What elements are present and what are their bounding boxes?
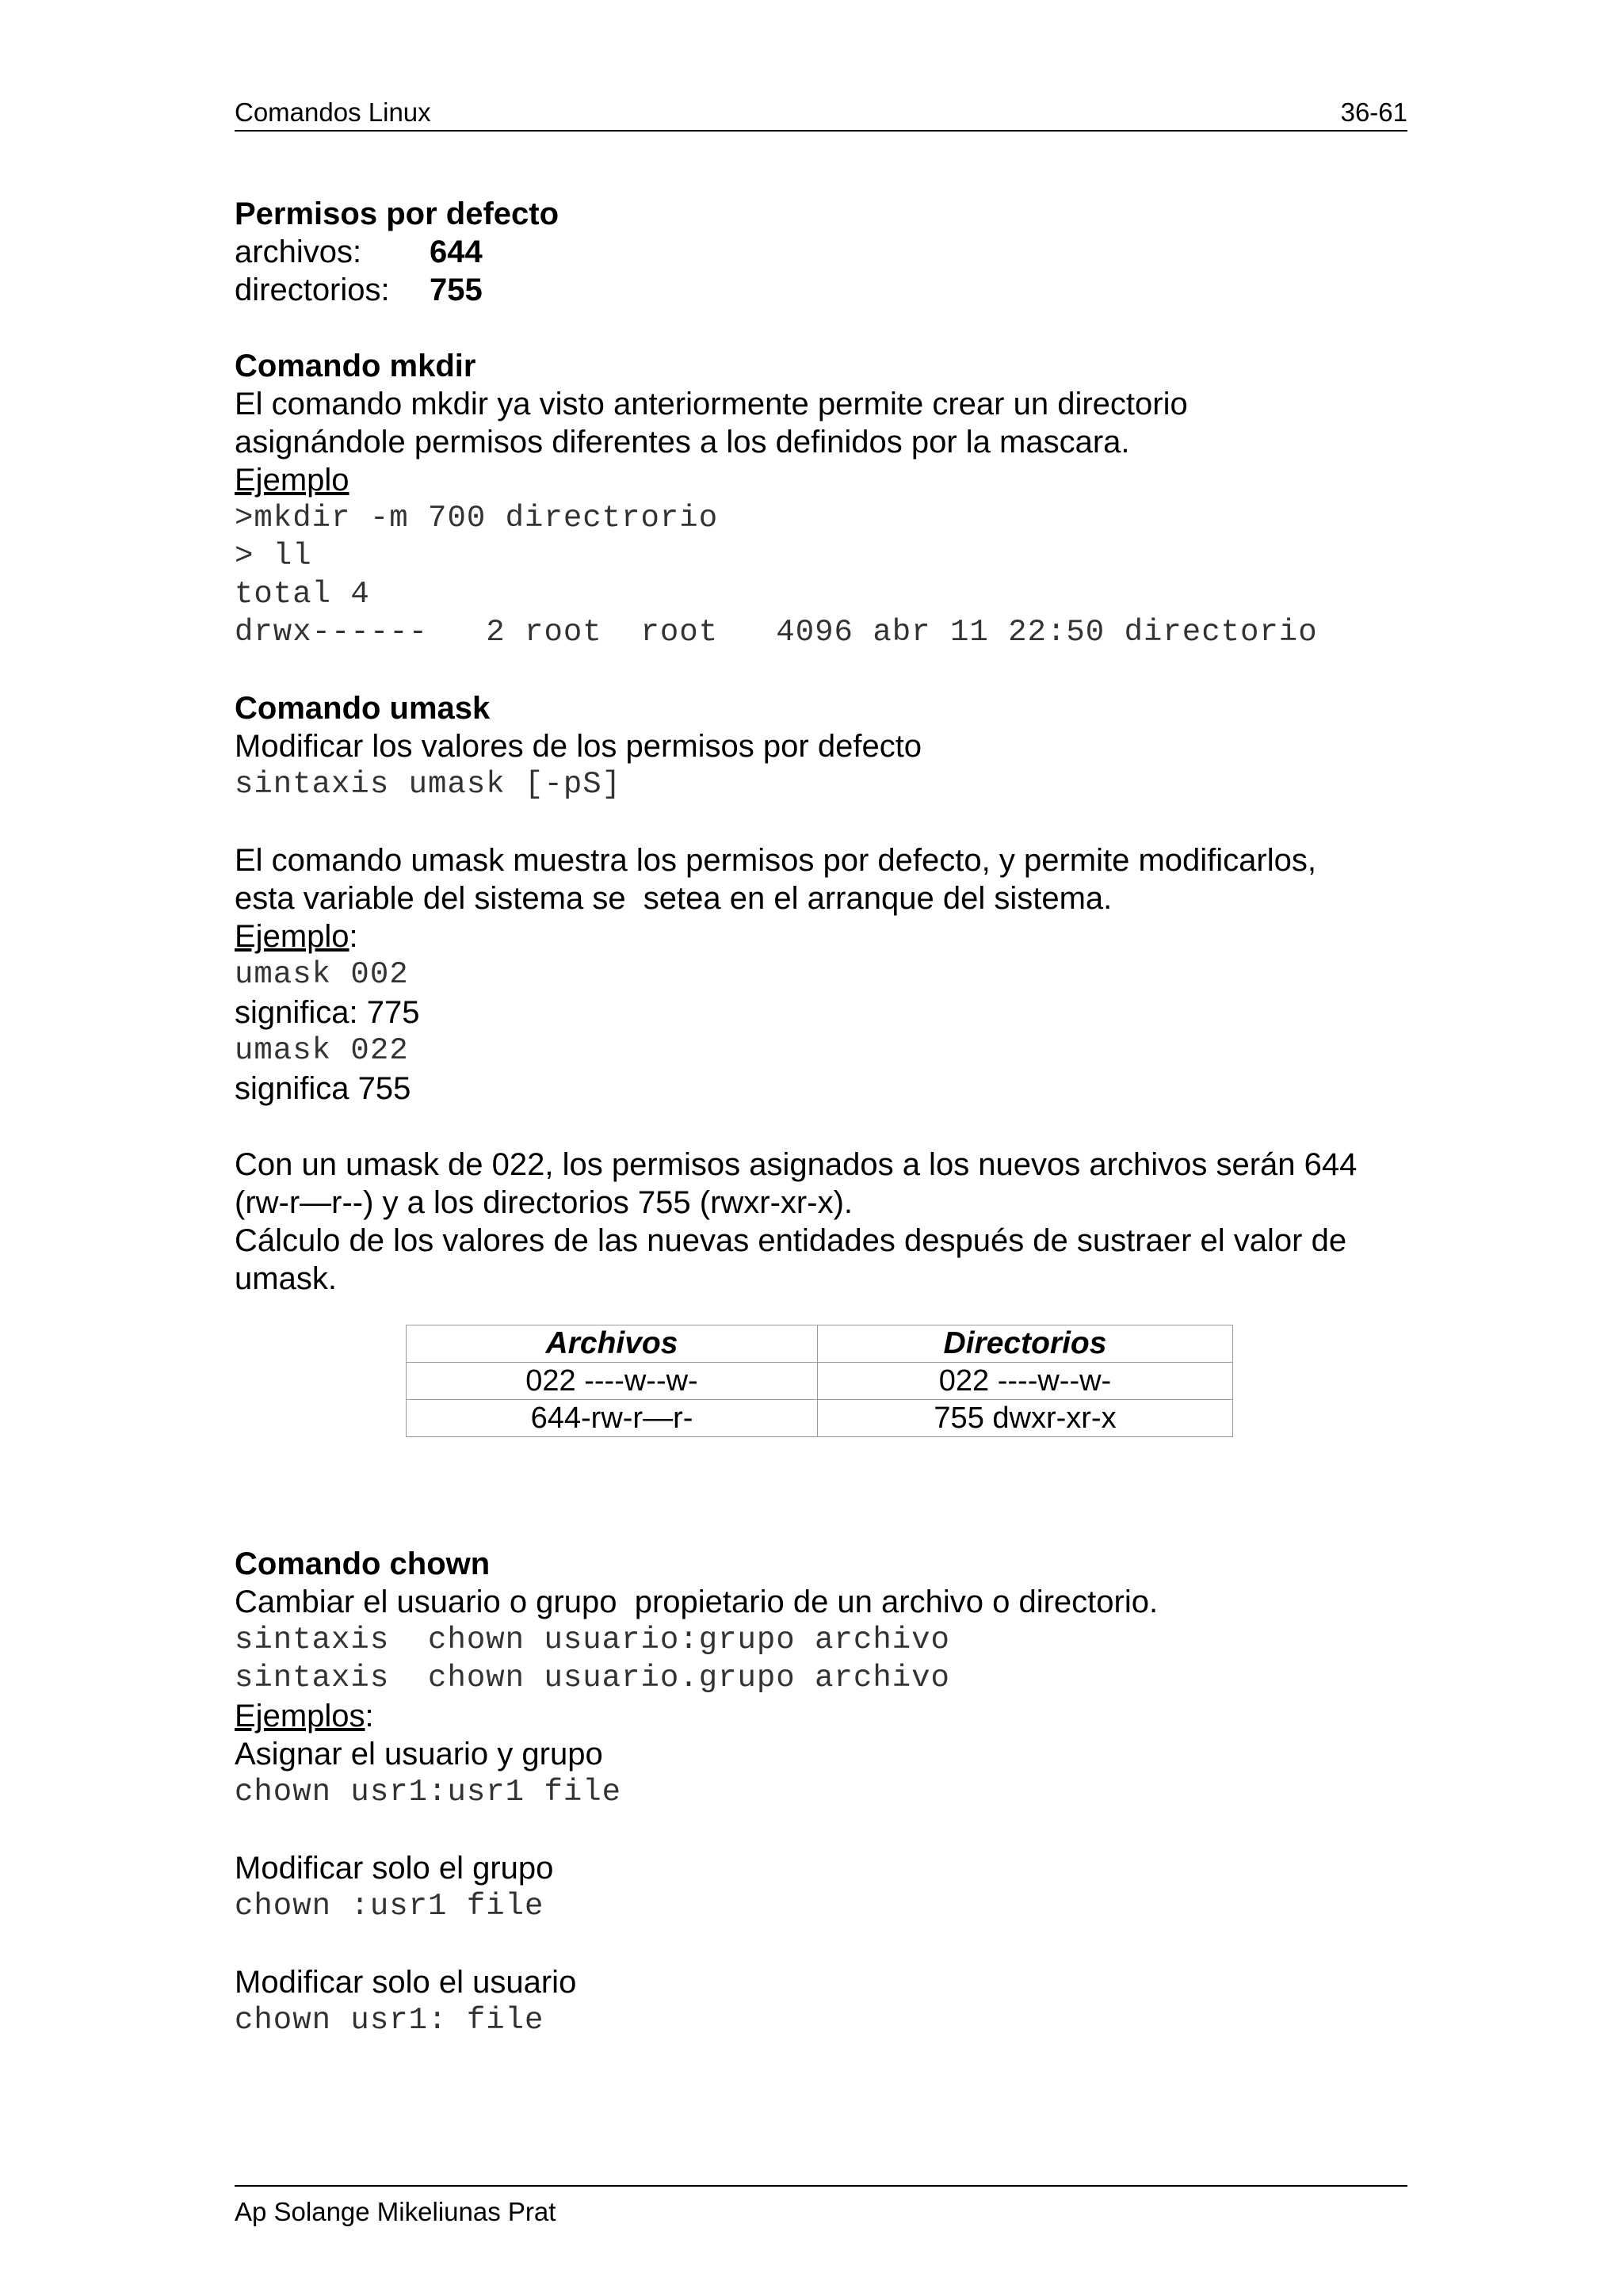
section-title-permisos: Permisos por defecto bbox=[235, 196, 559, 231]
mkdir-desc-line-1: El comando mkdir ya visto anteriormente permite crear un directorio bbox=[235, 387, 1188, 421]
permissions-table bbox=[406, 1325, 1233, 1437]
mkdir-code-line-4: drwx------ 2 root root 4096 abr 11 22:50 directorio bbox=[235, 615, 1318, 650]
chown-example-2-code: chown :usr1 file bbox=[235, 1889, 544, 1924]
footer-author: Ap Solange Mikeliunas Prat bbox=[235, 2197, 556, 2226]
table-header-row bbox=[407, 1325, 1233, 1363]
table-header-archivos: Archivos bbox=[407, 1325, 818, 1363]
archivos-label: archivos: bbox=[235, 235, 362, 269]
umask-para-line-3: Con un umask de 022, los permisos asignados a los nuevos archivos serán 644 bbox=[235, 1147, 1358, 1182]
chown-ejemplos-heading bbox=[235, 1697, 374, 1735]
chown-desc: Cambiar el usuario o grupo propietario de un archivo o directorio. bbox=[235, 1585, 1159, 1619]
chown-example-3-text: Modificar solo el usuario bbox=[235, 1965, 577, 2000]
umask-para-line-6: umask. bbox=[235, 1261, 337, 1296]
mkdir-ejemplo-heading: Ejemplo bbox=[235, 463, 349, 498]
chown-example-2-text: Modificar solo el grupo bbox=[235, 1851, 554, 1886]
directorios-value: 755 bbox=[430, 273, 483, 307]
table-cell: 022 ----w--w- bbox=[407, 1363, 818, 1400]
section-title-chown: Comando chown bbox=[235, 1547, 491, 1581]
chown-ejemplos-label: Ejemplos bbox=[235, 1699, 365, 1733]
mkdir-code-line-1: >mkdir -m 700 directrorio bbox=[235, 501, 719, 536]
mkdir-desc-line-2: asignándole permisos diferentes a los definidos por la mascara. bbox=[235, 425, 1130, 460]
mkdir-code-line-3: total 4 bbox=[235, 577, 370, 612]
archivos-value: 644 bbox=[430, 235, 483, 269]
chown-syntax-2: sintaxis chown usuario.grupo archivo bbox=[235, 1661, 950, 1695]
mkdir-code-line-2: > ll bbox=[235, 539, 312, 574]
table-row bbox=[407, 1400, 1233, 1437]
page-footer bbox=[235, 2185, 1407, 2226]
page-header bbox=[235, 95, 1407, 132]
header-title: Comandos Linux bbox=[235, 97, 431, 127]
chown-example-1-code: chown usr1:usr1 file bbox=[235, 1775, 622, 1810]
umask-ejemplo-label: Ejemplo bbox=[235, 919, 349, 954]
table-row bbox=[407, 1363, 1233, 1400]
section-title-umask: Comando umask bbox=[235, 691, 491, 726]
table-header-directorios: Directorios bbox=[818, 1325, 1233, 1363]
chown-ejemplos-colon: : bbox=[365, 1699, 374, 1733]
umask-para-line-1: El comando umask muestra los permisos por defecto, y permite modificarlos, bbox=[235, 843, 1316, 878]
umask-para-line-4: (rw-r—r--) y a los directorios 755 (rwxr-xr-x). bbox=[235, 1185, 853, 1220]
umask-para-line-5: Cálculo de los valores de las nuevas entidades después de sustraer el valor de bbox=[235, 1223, 1347, 1258]
umask-ejemplo-heading bbox=[235, 917, 358, 955]
directorios-label: directorios: bbox=[235, 273, 390, 307]
umask-example-1-code: umask 002 bbox=[235, 957, 409, 992]
section-title-mkdir: Comando mkdir bbox=[235, 349, 476, 383]
umask-ejemplo-colon: : bbox=[349, 919, 358, 954]
umask-example-2-text: significa 755 bbox=[235, 1071, 411, 1106]
page-number: 36-61 bbox=[1340, 97, 1407, 127]
table-cell: 755 dwxr-xr-x bbox=[818, 1400, 1233, 1437]
permisos-archivos-row bbox=[235, 233, 483, 271]
umask-syntax: sintaxis umask [-pS] bbox=[235, 767, 622, 802]
permisos-directorios-row bbox=[235, 271, 483, 309]
umask-example-2-code: umask 022 bbox=[235, 1033, 409, 1068]
chown-example-1-text: Asignar el usuario y grupo bbox=[235, 1737, 603, 1772]
table-cell: 644-rw-r—r- bbox=[407, 1400, 818, 1437]
chown-example-3-code: chown usr1: file bbox=[235, 2003, 544, 2038]
umask-para-line-2: esta variable del sistema se setea en el arranque del sistema. bbox=[235, 881, 1113, 916]
umask-desc: Modificar los valores de los permisos por defecto bbox=[235, 729, 922, 764]
table-cell: 022 ----w--w- bbox=[818, 1363, 1233, 1400]
document-page bbox=[235, 0, 1407, 2296]
chown-syntax-1: sintaxis chown usuario:grupo archivo bbox=[235, 1623, 950, 1657]
umask-example-1-text: significa: 775 bbox=[235, 995, 420, 1030]
